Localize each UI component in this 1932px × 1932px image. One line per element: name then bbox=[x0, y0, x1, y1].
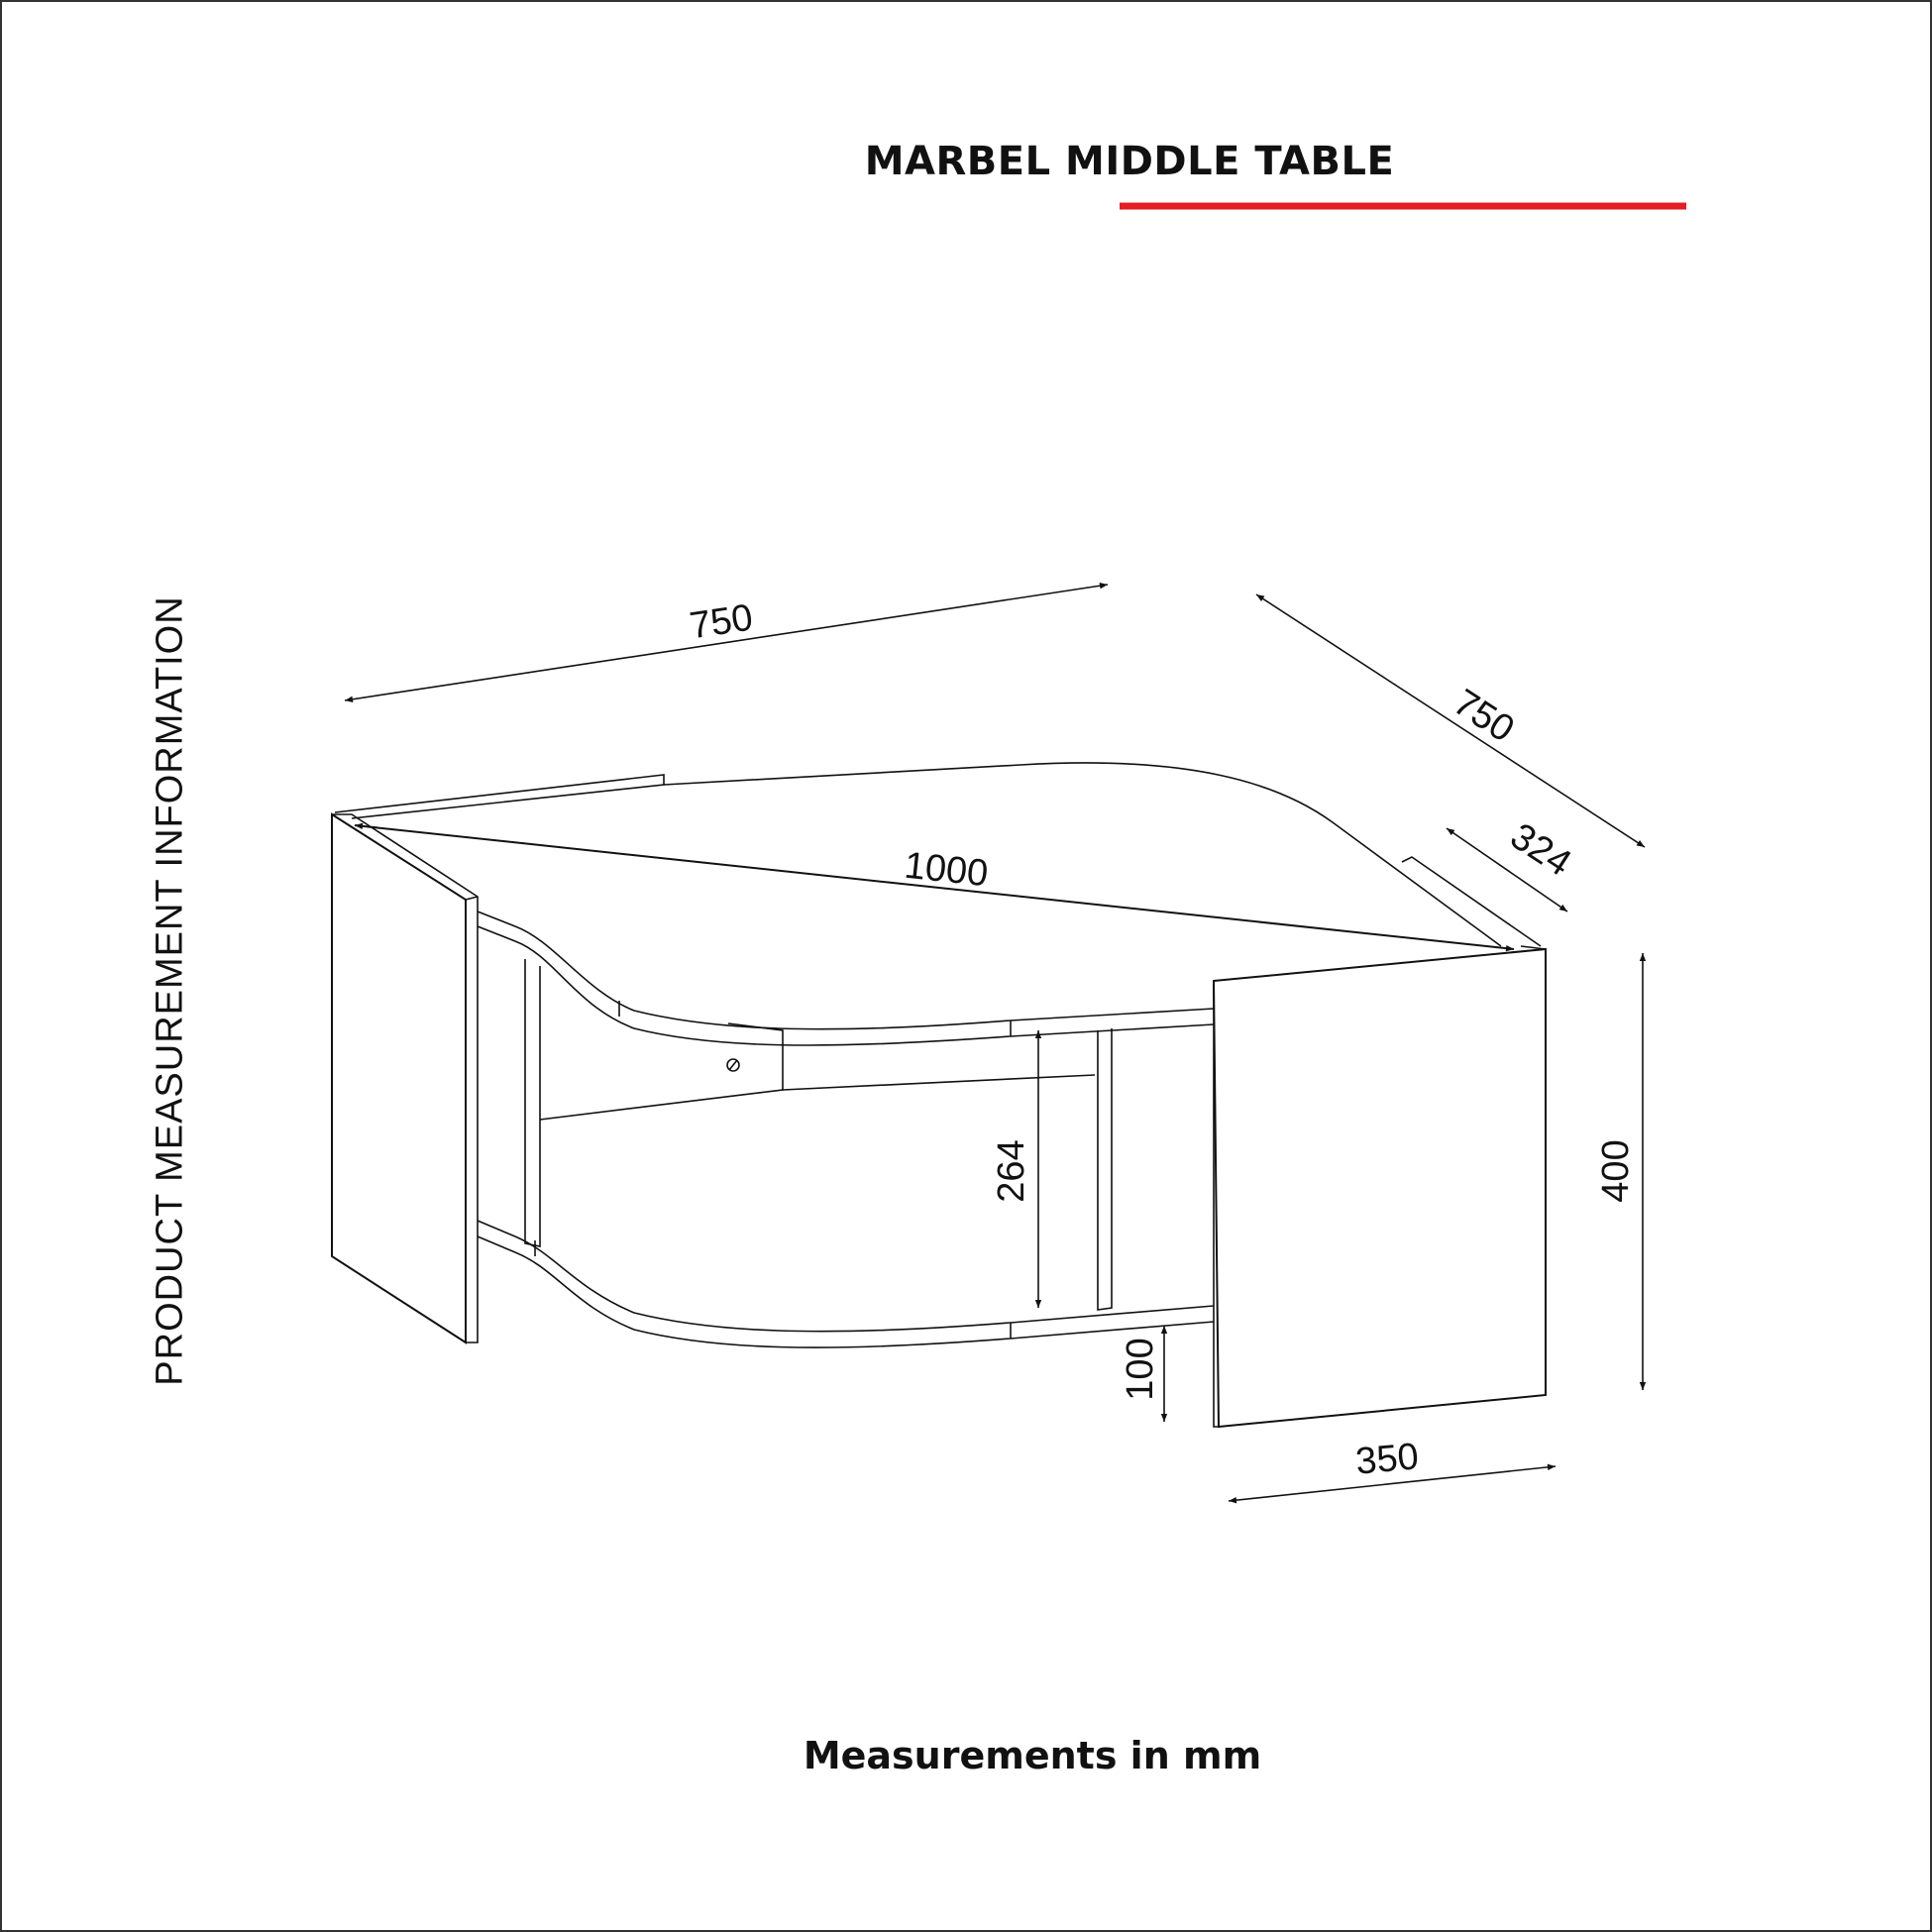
page-border bbox=[1, 1, 1931, 1931]
dim-shelf-clearance: 264 bbox=[991, 1139, 1032, 1203]
dim-top-depth: 750 bbox=[1446, 681, 1522, 751]
measurement-unit-note: Measurements in mm bbox=[803, 1734, 1262, 1777]
dim-leg-width: 350 bbox=[1353, 1436, 1421, 1483]
dim-top-width: 750 bbox=[687, 596, 756, 648]
dim-height: 400 bbox=[1595, 1139, 1637, 1203]
dim-bottom-gap: 100 bbox=[1120, 1338, 1161, 1401]
side-label: PRODUCT MEASUREMENT INFORMATION bbox=[149, 595, 191, 1386]
dim-leg-depth: 324 bbox=[1502, 815, 1579, 885]
dim-diagonal: 1000 bbox=[902, 844, 991, 896]
page-title: MARBEL MIDDLE TABLE bbox=[864, 139, 1395, 184]
